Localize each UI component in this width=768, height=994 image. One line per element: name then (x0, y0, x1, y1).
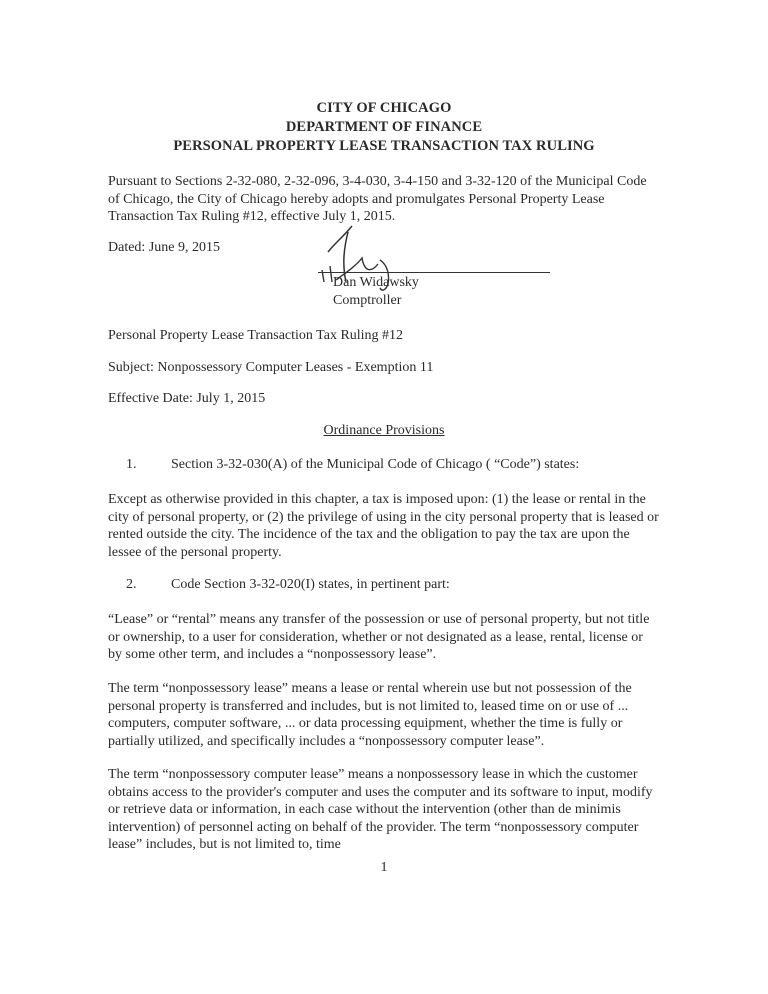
quote-4: The term “nonpossessory computer lease” means a nonpossessory lease in which the customer obtains access to the provider's computer and uses the computer and its software to input, modify or retrieve data or information, in each case without the intervention (other than de minimis intervention) of personnel acting on behalf of the provider. The term “nonpossessory computer lease” includes, but is not limited to, time (108, 767, 653, 852)
signatory-name: Dan Widawsky (333, 275, 419, 290)
item-2-number: 2. (126, 577, 137, 592)
signature-line (318, 272, 550, 273)
quote-2: “Lease” or “rental” means any transfer of the possession or use of personal property, but not title or ownership, to a user for consideration, whether or not designated as a lease, rental, license or by some other term, and includes a “nonpossessory lease”. (108, 612, 650, 662)
header-ruling-title: PERSONAL PROPERTY LEASE TRANSACTION TAX RULING (173, 138, 595, 154)
header-city: CITY OF CHICAGO (316, 100, 452, 116)
quote-1: Except as otherwise provided in this chapter, a tax is imposed upon: (1) the lease or rental in the city of personal property, or (2) the privilege of using in the city personal property that is leased or rented outside the city. The incidence of the tax and the obligation to pay the tax are upon the lessee of the personal property. (108, 492, 659, 560)
effective-date-line: Effective Date: July 1, 2015 (108, 391, 266, 406)
signatory-title: Comptroller (333, 293, 402, 308)
header-department: DEPARTMENT OF FINANCE (285, 119, 483, 135)
section-heading: Ordinance Provisions (323, 423, 445, 438)
item-1-text: Section 3-32-030(A) of the Municipal Code of Chicago ( “Code”) states: (171, 457, 580, 472)
item-1-number: 1. (126, 457, 137, 472)
subject-line: Subject: Nonpossessory Computer Leases - Exemption 11 (108, 360, 434, 375)
item-2-text: Code Section 3-32-020(I) states, in pertinent part: (171, 577, 450, 592)
ruling-title: Personal Property Lease Transaction Tax Ruling #12 (108, 328, 404, 343)
dated-line: Dated: June 9, 2015 (108, 240, 220, 255)
intro-paragraph: Pursuant to Sections 2-32-080, 2-32-096, 3-4-030, 3-4-150 and 3-32-120 of the Municipal Code of Chicago, the City of Chicago hereby adopts and promulgates Personal Property Lease Transaction Tax Ruling #12, effective July 1, 2015. (108, 174, 647, 224)
page-number: 1 (380, 860, 388, 875)
quote-3: The term “nonpossessory lease” means a lease or rental wherein use but not possession of the personal property is transferred and includes, but is not limited to, leased time on or use of ... computers, computer software, ... or data processing equipment, whether the time is fully or partially utilized, and specifically includes a “nonpossessory computer lease”. (108, 681, 632, 749)
